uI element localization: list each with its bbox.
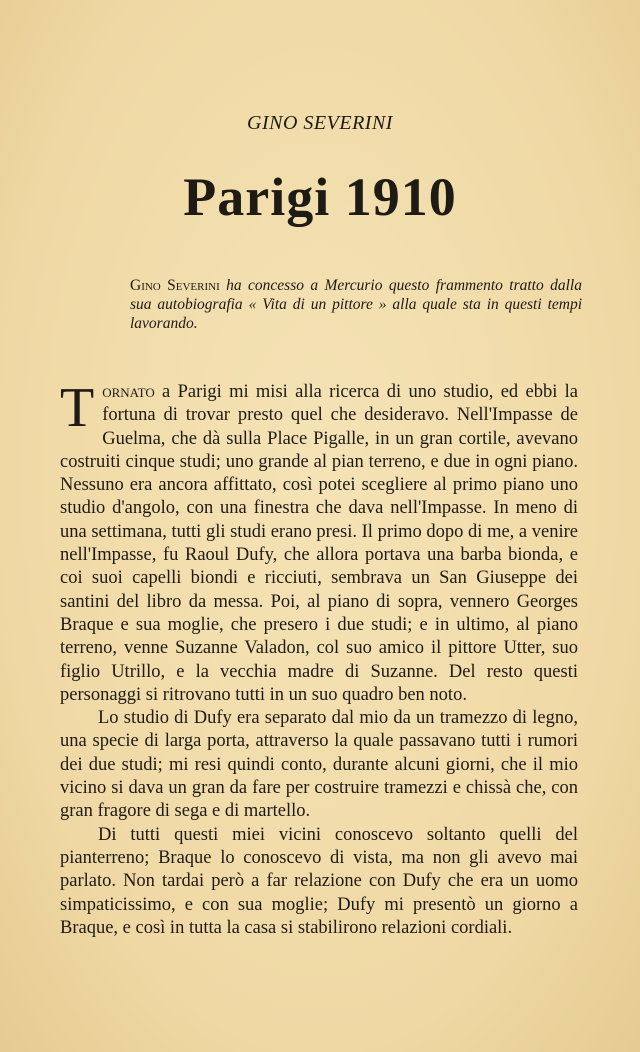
drop-cap: T	[60, 377, 95, 439]
intro-text: ha concesso a Mercurio questo frammento tratto dalla sua autobiografia « Vita di un pittore » alla quale sta in questi tempi lavorando.	[130, 277, 582, 332]
article-title: Parigi 1910	[183, 167, 457, 227]
intro-author: Gino Severini	[130, 277, 220, 294]
article-body	[60, 377, 578, 940]
paragraph-2: Lo studio di Dufy era separato dal mio da un tramezzo di legno, una specie di larga porta, attraverso la quale passavano tutti i rumori dei due studi; mi resi quindi conto, durante alcuni giorni, che il mio vicino si dava un gran da fare per costruire tramezzi e chissà che, con gran fragore di sega e di martello.	[60, 708, 578, 822]
paragraph-1	[60, 377, 578, 707]
intro-note	[130, 276, 582, 333]
paragraph-text: a Parigi mi misi alla ricerca di uno studio, ed ebbi la fortuna di trovar presto quel che desideravo. Nell'Impasse de Guelma, che dà sulla Place Pigalle, in un gran cortile, avevano costruiti cinque studi; uno grande al pian terreno, e due in ogni piano. Nessuno era ancora affittato, così potei scegliere al primo piano uno studio d'angolo, con una finestra che dava nell'Impasse. In meno di una settimana, tutti gli studi erano presi. Il primo dopo di me, a venire nell'Impasse, fu Raoul Dufy, che allora portava una barba bionda, e coi suoi capelli biondi e ricciuti, sembrava un San Giuseppe dei santini del libro da messa. Poi, al piano di sopra, vennero Georges Braque e sua moglie, che presero i due studi; e in ultimo, al piano terreno, venne Suzanne Valadon, col suo amico il pittore Utter, suo figlio Utrillo, e la vecchia madre di Suzanne. Del resto questi personaggi si ritrovano tutti in un suo quadro ben noto.	[60, 382, 578, 705]
author-name: GINO SEVERINI	[247, 112, 393, 134]
paragraph-3: Di tutti questi miei vicini conoscevo soltanto quelli del pianterreno; Braque lo conoscevo di vista, ma non gli avevo mai parlato. Non tardai però a far relazione con Dufy che era un uomo simpaticissimo, e con sua moglie; Dufy mi presentò un giorno a Braque, e così in tutta la casa si stabilirono relazioni cordiali.	[60, 824, 578, 938]
lead-word: ornato	[102, 382, 155, 402]
